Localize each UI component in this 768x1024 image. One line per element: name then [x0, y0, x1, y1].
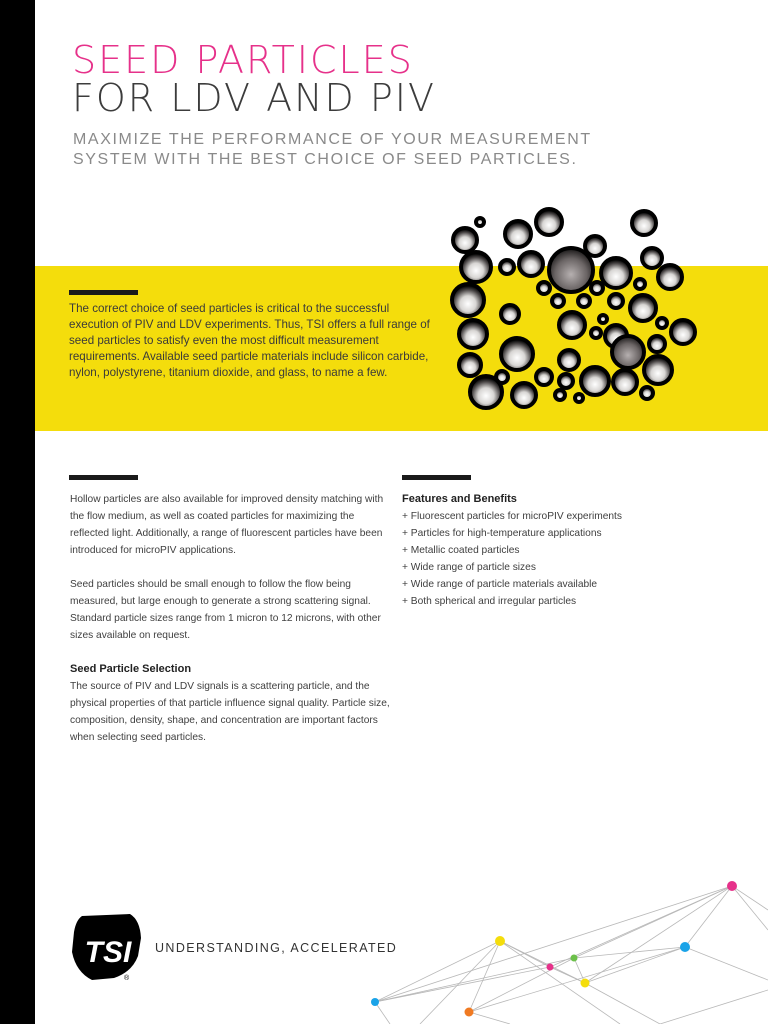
feature-item: + Metallic coated particles	[402, 545, 520, 556]
network-graphic	[360, 870, 768, 1024]
footer-tagline: UNDERSTANDING, ACCELERATED	[155, 941, 398, 955]
tsi-logo	[68, 912, 144, 982]
left-black-bar	[0, 0, 35, 1024]
body-right-divider	[402, 475, 471, 480]
page-subtitle: MAXIMIZE THE PERFORMANCE OF YOUR MEASUREMENT SYSTEM WITH THE BEST CHOICE OF SEED PARTICLES.	[73, 131, 592, 168]
body-left-divider	[69, 475, 138, 480]
page-title-line1: SEED PARTICLES	[72, 38, 414, 82]
logo-text: TSI	[84, 936, 132, 969]
paragraph-hollow-particles: Hollow particles are also available for improved density matching with the flow medium, as well as coated particles for maximizing the reflected light. Additionally, a range of fluorescent particles have been introduced for microPIV applications.	[70, 494, 384, 556]
section-heading-selection: Seed Particle Selection	[70, 663, 192, 675]
intro-divider	[69, 290, 138, 295]
page-title-line2: FOR LDV AND PIV	[72, 76, 436, 120]
paragraph-selection: The source of PIV and LDV signals is a scattering particle, and the physical properties of that particle influence signal quality. Particle size, composition, density, shape, and concentration are important factors when selecting seed particles.	[70, 681, 390, 743]
features-heading: Features and Benefits	[402, 493, 517, 505]
seed-particles-illustration	[440, 200, 700, 420]
feature-item: + Particles for high-temperature applications	[402, 528, 602, 539]
intro-paragraph: The correct choice of seed particles is critical to the successful execution of PIV and LDV experiments. Thus, TSI offers a full range of seed particles to satisfy even the most difficult measurement requirements. Available seed particle materials include silicon carbide, nylon, polystyrene, titanium dioxide, and glass, to name a few.	[69, 302, 430, 379]
paragraph-particle-size: Seed particles should be small enough to follow the flow being measured, but large enough to generate a strong scattering signal. Standard particle sizes range from 1 micron to 12 microns, with other sizes available on request.	[70, 579, 381, 641]
feature-item: + Wide range of particle sizes	[402, 562, 536, 573]
left-column	[70, 491, 390, 763]
svg-text:®: ®	[124, 975, 130, 982]
feature-item: + Both spherical and irregular particles	[402, 596, 577, 607]
feature-item: + Fluorescent particles for microPIV experiments	[402, 511, 622, 522]
feature-item: + Wide range of particle materials available	[402, 579, 598, 590]
features-column	[402, 491, 722, 610]
